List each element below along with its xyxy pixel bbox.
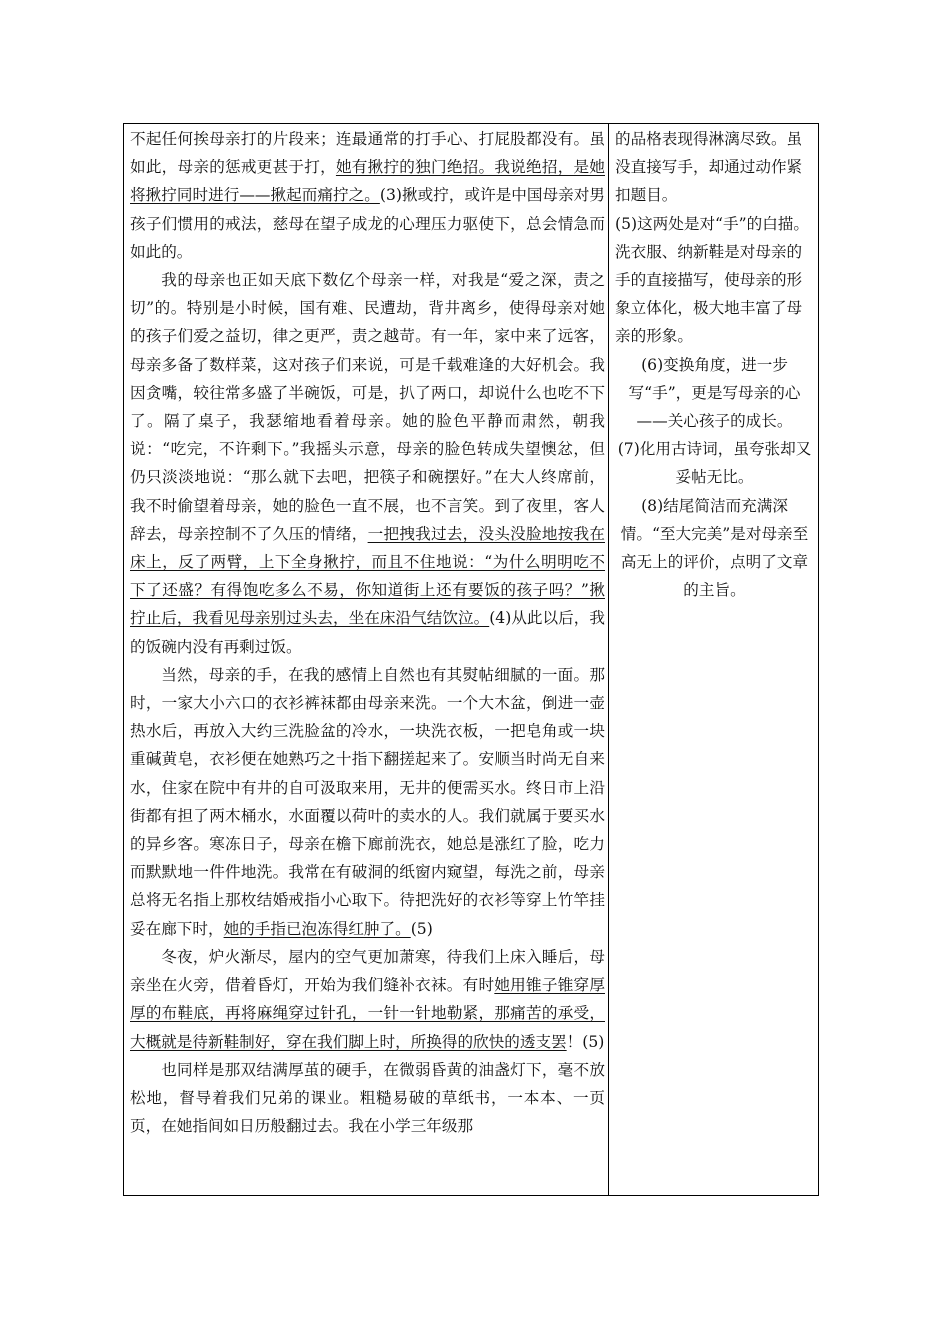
paragraph-text: 冬夜，炉火渐尽，屋内的空气更加萧寒，待我们上床入睡后，母亲坐在火旁，借着昏灯，开始为我们缝补衣袜。有时 — [130, 947, 605, 995]
essay-paragraph — [130, 661, 605, 943]
document-table — [123, 123, 819, 1196]
underlined-text: 一把拽我过去，没头没脸地按我在床上，反了两臂，上下全身揪拧，而且不住地说：“为什么明明吃不下了还盛？有得饱吃多么不易，你知道街上还有要饭的孩子吗？”揪拧止后，我看见母亲别过头去，坐在床沿气结饮泣。 — [130, 524, 605, 628]
annotation-note: (8)结尾简洁而充满深情。“至大完美”是对母亲至高无上的评价，点明了文章的主旨。 — [620, 496, 809, 600]
paragraph-text: (4)从此以后，我的饭碗内没有再剩过饭。 — [130, 609, 605, 656]
annotation-column — [609, 124, 818, 1195]
annotation-note: (7)化用古诗词，虽夸张却又妥帖无比。 — [617, 440, 812, 487]
underlined-text: 她用锥子锥穿厚厚的布鞋底，再将麻绳穿过针孔，一针一针地勒紧，那痛苦的承受，大概就是待新鞋制好，穿在我们脚上时，所换得的欣快的透支罢 — [130, 976, 605, 1051]
paragraph-text: 不起任何挨母亲打的片段来；连最通常的打手心、打屁股都没有。虽如此，母亲的惩戒更甚于打， — [130, 130, 605, 177]
annotation-note: (5)这两处是对“手”的白描。洗衣服、纳新鞋是对母亲的手的直接描写，使母亲的形象立体化，极大地丰富了母亲的形象。 — [615, 214, 809, 346]
paragraph-text: 也同样是那双结满厚茧的硬手，在微弱昏黄的油盏灯下，毫不放松地，督导着我们兄弟的课业。粗糙易破的草纸书，一本本、一页页，在她指间如日历般翻过去。我在小学三年级那 — [130, 1060, 605, 1136]
essay-paragraph — [130, 943, 605, 1056]
paragraph-text: 当然，母亲的手，在我的感情上自然也有其熨帖细腻的一面。那时，一家大小六口的衣衫裤袜都由母亲来洗。一个大木盆，倒进一壶热水后，再放入大约三洗脸盆的冷水，一块洗衣板，一把皂角或一块重碱黄皂，衣衫便在她熟巧之十指下翻搓起来了。安顺当时尚无自来水，住家在院中有井的自可汲取来用，无井的便需买水。终日市上沿街都有担了两木桶水，水面覆以荷叶的卖水的人。我们就属于要买水的异乡客。寒冻日子，母亲在檐下廊前洗衣，她总是涨红了脸，吃力而默默地一件件地洗。我常在有破洞的纸窗内窥望，每洗之前，母亲总将无名指上那枚结婚戒指小心取下。待把洗好的衣衫等穿上竹竿挂妥在廊下时， — [130, 665, 605, 938]
paragraph-text: ！(5) — [566, 1032, 605, 1051]
annotation-note: 的品格表现得淋漓尽致。虽没直接写手，却通过动作紧扣题目。 — [615, 130, 803, 205]
paragraph-text: (5) — [410, 919, 433, 938]
essay-column — [124, 124, 609, 1195]
essay-paragraph — [130, 266, 605, 661]
paragraph-text: 我的母亲也正如天底下数亿个母亲一样，对我是“爱之深，责之切”的。特别是小时候，国有难、民遭劫，背井离乡，使得母亲对她的孩子们爱之益切，律之更严，责之越苛。有一年，家中来了远客，母亲多备了数样菜，这对孩子们来说，可是千载难逢的大好机会。我因贪嘴，较往常多盛了半碗饭，可是，扒了两口，却说什么也吃不下了。隔了桌子，我瑟缩地看着母亲。她的脸色平静而肃然，朝我说：“吃完，不许剩下。”我摇头示意，母亲的脸色转成失望懊忿，但仍只淡淡地说：“那么就下去吧，把筷子和碗摆好。”在大人终席前，我不时偷望着母亲，她的脸色一直不展，也不言笑。到了夜里，客人辞去，母亲控制不了久压的情绪， — [130, 271, 605, 543]
paragraph-text: (3)揪或拧，或许是中国母亲对男孩子们惯用的戒法，慈母在望子成龙的心理压力驱使下，总会情急而如此的。 — [130, 186, 605, 261]
underlined-text: 她有揪拧的独门绝招。我说绝招，是她将揪拧同时进行——揪起而痛拧之。 — [130, 158, 605, 205]
annotation-note: (6)变换角度，进一步写“手”，更是写母亲的心——关心孩子的成长。 — [628, 355, 801, 431]
essay-paragraph — [130, 1056, 605, 1141]
underlined-text: 她的手指已泡冻得红肿了。 — [223, 919, 411, 938]
essay-paragraph — [130, 125, 605, 266]
